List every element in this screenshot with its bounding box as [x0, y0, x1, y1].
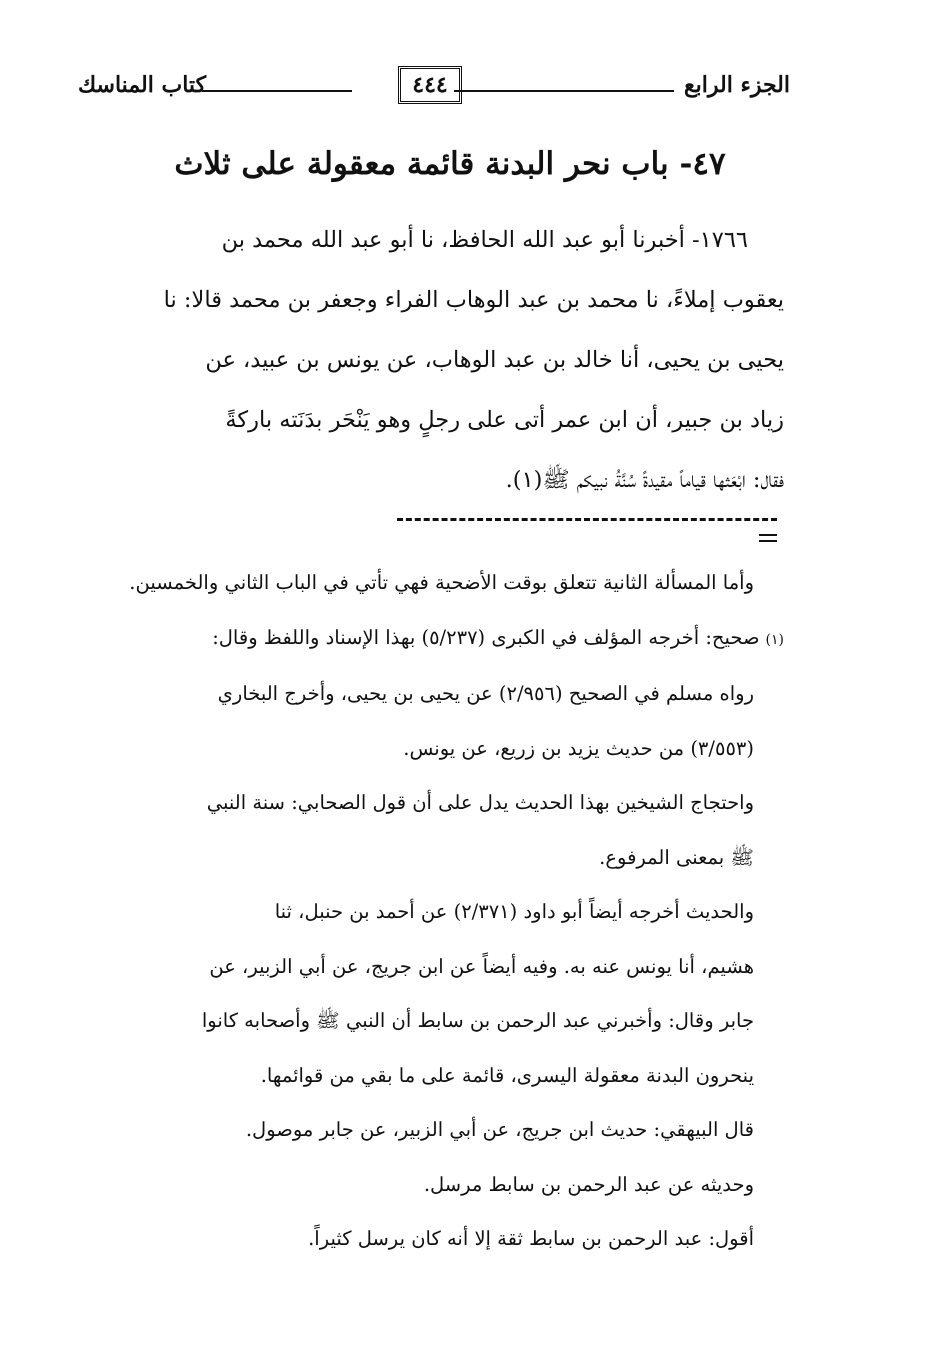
note-line: أقول: عبد الرحمن بن سابط ثقة إلا أنه كان يرسل كثيراً.	[308, 1227, 754, 1250]
hadith-line: فقال: ابْعَثها قياماً مقيدةً سُنَّةُ نبيكم ﷺ(١).	[505, 467, 784, 493]
hadith-line: زياد بن جبير، أن ابن عمر أتى على رجلٍ وهو يَنْحَر بدَنَته باركةً	[225, 407, 784, 433]
chapter-title: ٤٧- باب نحر البدنة قائمة معقولة على ثلاث	[174, 146, 726, 182]
volume-label: الجزء الرابع	[683, 72, 790, 98]
hadith-line: يحيى بن يحيى، أنا خالد بن عبد الوهاب، عن يونس بن عبيد، عن	[205, 347, 784, 373]
footnote-number: (١)	[765, 631, 784, 648]
footnotes	[68, 556, 784, 1267]
note-line: ينحرون البدنة معقولة اليسرى، قائمة على ما بقي من قوائمها.	[260, 1063, 754, 1087]
page-number-box	[398, 66, 462, 104]
note-line: جابر وقال: وأخبرني عبد الرحمن بن سابط أن النبي ﷺ وأصحابه كانوا	[201, 1009, 754, 1032]
note-line: وأما المسألة الثانية تتعلق بوقت الأضحية فهي تأتي في الباب الثاني والخمسين.	[129, 571, 754, 594]
hadith-line: ١٧٦٦- أخبرنا أبو عبد الله الحافظ، نا أبو عبد الله محمد بن	[221, 227, 748, 253]
note-line: قال البيهقي: حديث ابن جريج، عن أبي الزبير، عن جابر موصول.	[245, 1118, 754, 1141]
page-number: ٤٤٤	[412, 72, 448, 98]
note-line: والحديث أخرجه أيضاً أبو داود (٢/٣٧١) عن أحمد بن حنبل، ثنا	[274, 900, 754, 923]
header-rule-left	[202, 90, 352, 92]
hadith-line: يعقوب إملاءً، نا محمد بن عبد الوهاب الفراء وجعفر بن محمد قالا: نا	[163, 287, 784, 313]
running-header	[78, 66, 790, 110]
header-rule-right	[454, 90, 674, 92]
book-label: كتاب المناسك	[78, 72, 207, 98]
note-line: هشيم، أنا يونس عنه به. وفيه أيضاً عن ابن جريج، عن أبي الزبير، عن	[209, 954, 754, 978]
dashed-rule	[397, 518, 777, 521]
note-line: رواه مسلم في الصحيح (٢/٩٥٦) عن يحيى بن يحيى، وأخرج البخاري	[217, 682, 754, 705]
note-line: ﷺ بمعنى المرفوع.	[599, 845, 754, 869]
note-line: وحديثه عن عبد الرحمن بن سابط مرسل.	[423, 1172, 754, 1196]
equals-mark	[759, 540, 777, 542]
equals-mark	[759, 534, 777, 536]
footnote-separator	[147, 514, 777, 542]
hadith-text	[72, 210, 784, 510]
note-line: صحيح: أخرجه المؤلف في الكبرى (٥/٢٣٧) بهذا الإسناد واللفظ وقال:	[212, 625, 760, 649]
note-line: واحتجاج الشيخين بهذا الحديث يدل على أن قول الصحابي: سنة النبي	[206, 791, 754, 814]
note-line: (٣/٥٥٣) من حديث يزيد بن زريع، عن يونس.	[403, 736, 754, 760]
footnote-1	[68, 611, 784, 668]
